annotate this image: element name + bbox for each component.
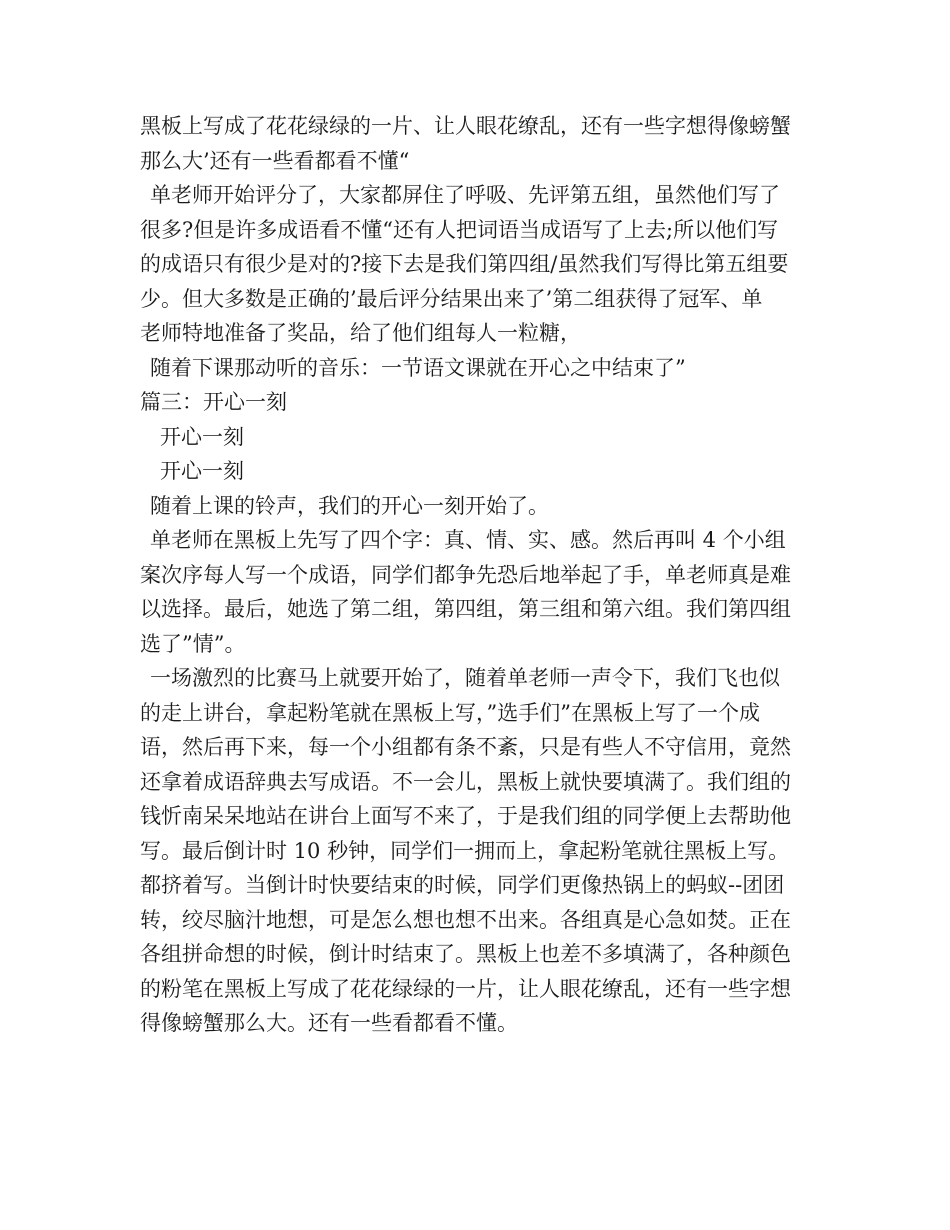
text-line: 转，绞尽脑汁地想，可是怎么想也想不出来。各组真是心急如焚。正在: [140, 907, 791, 932]
text-line: 写。最后倒计时 10 秒钟，同学们一拥而上，拿起粉笔就往黑板上写。: [140, 838, 790, 863]
text-line: 少。但大多数是正确的’最后评分结果出来了’第二组获得了冠军、单: [140, 286, 763, 311]
text-line: 案次序每人写一个成语，同学们都争先恐后地举起了手，单老师真是难: [140, 562, 791, 587]
text-line: 很多?但是许多成语看不懂“还有人把词语当成语写了上去;所以他们写: [140, 217, 779, 242]
text-line: 语，然后再下来，每一个小组都有条不紊，只是有些人不守信用，竟然: [140, 735, 791, 759]
document-body: [140, 109, 820, 1041]
text-line: 以选择。最后，她选了第二组，第四组，第三组和第六组。我们第四组: [140, 597, 791, 621]
text-line: 单老师在黑板上先写了四个字：真、情、实、感。然后再叫 4 个小组: [150, 528, 786, 552]
text-line: 随着下课那动听的音乐：一节语文课就在开心之中结束了”: [150, 355, 686, 380]
text-line: 钱忻南呆呆地站在讲台上面写不来了，于是我们组的同学便上去帮助他: [140, 804, 791, 828]
text-line: 老师特地准备了奖品，给了他们组每人一粒糖，: [140, 321, 581, 345]
text-line: 还拿着成语辞典去写成语。不一会儿，黑板上就快要填满了。我们组的: [140, 769, 791, 794]
text-line: 各组拼命想的时候，倒计时结束了。黑板上也差不多填满了，各种颜色: [140, 942, 791, 966]
text-line: 黑板上写成了花花绿绿的一片、让人眼花缭乱，还有一些字想得像螃蟹: [140, 114, 791, 138]
text-line: 都挤着写。当倒计时快要结束的时候，同学们更像热锅上的蚂蚁--团团: [140, 873, 785, 897]
text-line: 得像螃蟹那么大。还有一些看都看不懂。: [140, 1011, 518, 1035]
article-title: 开心一刻: [160, 424, 244, 449]
section-heading: 篇三：开心一刻: [140, 390, 287, 414]
text-line: 的成语只有很少是对的?接下去是我们第四组/虽然我们写得比第五组要: [140, 252, 789, 276]
text-line: 一场激烈的比赛马上就要开始了，随着单老师一声令下，我们飞也似: [150, 666, 780, 690]
text-line: 随着上课的铃声，我们的开心一刻开始了。: [150, 493, 549, 518]
text-line: 单老师开始评分了，大家都屏住了呼吸、先评第五组，虽然他们写了: [150, 183, 780, 207]
text-line: 的走上讲台，拿起粉笔就在黑板上写，”选手们”在黑板上写了一个成: [140, 700, 760, 725]
text-line: 那么大’还有一些看都看不懂“: [140, 148, 410, 173]
text-line: 选了”情”。: [140, 631, 246, 656]
article-subtitle: 开心一刻: [160, 459, 244, 483]
text-line: 的粉笔在黑板上写成了花花绿绿的一片，让人眼花缭乱，还有一些字想: [140, 976, 791, 1001]
